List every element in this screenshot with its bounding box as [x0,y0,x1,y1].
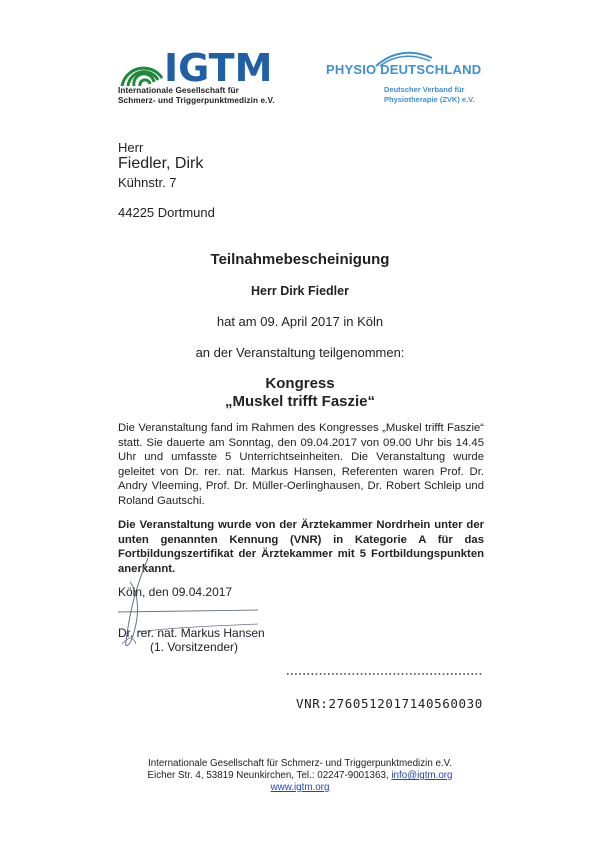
igtm-subtitle-line1: Internationale Gesellschaft für [118,86,239,95]
participation-text: an der Veranstaltung teilgenommen: [195,345,405,360]
igtm-logo [118,46,298,108]
footer-organization: Internationale Gesellschaft für Schmerz- und Triggerpunktmedizin e.V. [147,758,453,769]
physio-subtitle-line1: Deutscher Verband für [384,85,465,94]
signer-role: (1. Vorsitzender) [150,640,239,654]
signature-place-date: Köln, den 09.04.2017 [118,585,233,599]
footer-contact [0,770,600,781]
footer-email-link[interactable]: info@igtm.org [391,770,453,781]
event-name: „Muskel trifft Faszie“ [224,393,376,410]
recipient-salutation: Herr [118,140,144,155]
recipient-city: 44225 Dortmund [118,205,215,220]
footer-address-phone: Eicher Str. 4, 53819 Neunkirchen, Tel.: 02247-9001363, [147,770,392,781]
igtm-arcs-icon [118,56,166,88]
footer-website-line [0,782,600,793]
signer-name: Dr. rer. nat. Markus Hansen [118,626,265,640]
physio-subtitle-line2: Physiotherapie (ZVK) e.V. [384,95,475,104]
event-description: Die Veranstaltung fand im Rahmen des Kongresses „Muskel trifft Faszie“ statt. Sie dauerte am Sonntag, den 09.04.2017 von 09.00 Uhr bis 14.45 Uhr und umfasste 5 Unterrichtseinheiten. Die Veranstaltung wurde geleitet von Dr. rer. nat. Markus Hansen, Referenten waren Prof. Dr. Andry Vleeming, Prof. Dr. Müller-Oerlinghausen, Dr. Robert Schleip und Roland Gautschi. [118,422,484,507]
accreditation-statement: Die Veranstaltung wurde von der Ärztekammer Nordrhein unter der unten genannten Kennung (VNR) in Kategorie A für das Fortbildungszertifikat der Ärztekammer mit 5 Fortbildungspunkten anerkannt. [118,519,484,575]
physio-deutschland-logo [322,48,492,118]
footer-website-link[interactable]: www.igtm.org [270,782,330,793]
igtm-wordmark: IGTM [164,46,273,90]
event-type: Kongress [265,375,335,392]
certificate-title: Teilnahmebescheinigung [210,251,390,268]
recipient-street: Kühnstr. 7 [118,175,177,190]
vnr-code: VNR:2760512017140560030 [296,696,483,711]
igtm-subtitle-line2: Schmerz- und Triggerpunktmedizin e.V. [118,96,275,105]
participant-name: Herr Dirk Fiedler [251,284,349,298]
dotted-signature-line [287,670,483,678]
recipient-name: Fiedler, Dirk [118,155,204,172]
date-location: hat am 09. April 2017 in Köln [216,314,384,329]
physio-title: PHYSIO DEUTSCHLAND [326,62,482,77]
